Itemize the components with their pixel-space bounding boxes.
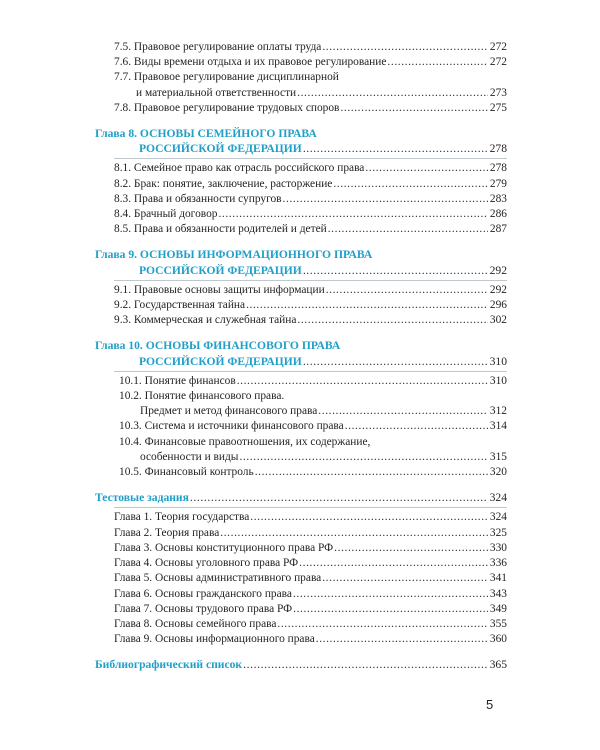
chapter-heading-continuation[interactable]: РОССИЙСКОЙ ФЕДЕРАЦИИ ..... 310 — [95, 354, 507, 369]
toc-entry[interactable]: Глава 5. Основы административного права ..... 341 — [95, 571, 507, 586]
toc-entry[interactable]: 8.3. Права и обязанности супругов ..... 283 — [95, 192, 507, 207]
divider — [114, 371, 507, 372]
toc-entry[interactable]: 8.2. Брак: понятие, заключение, расторжение ..... 279 — [95, 177, 507, 192]
toc-entry[interactable]: 10.5. Финансовый контроль ..... 320 — [95, 465, 507, 480]
chapter-heading-continuation[interactable]: РОССИЙСКОЙ ФЕДЕРАЦИИ ..... 278 — [95, 141, 507, 156]
toc-entry[interactable]: 8.4. Брачный договор ..... 286 — [95, 207, 507, 222]
toc-entry[interactable]: 7.6. Виды времени отдыха и их правовое регулирование ..... 272 — [95, 55, 507, 70]
page-number: 5 — [486, 697, 494, 712]
toc-entry[interactable]: 10.3. Система и источники финансового права ..... 314 — [95, 419, 507, 434]
toc-entry[interactable]: 8.5. Права и обязанности родителей и детей ..... 287 — [95, 222, 507, 237]
toc-entry[interactable]: 10.1. Понятие финансов ..... 310 — [95, 374, 507, 389]
toc-entry[interactable]: Глава 3. Основы конституционного права РФ ..... 330 — [95, 541, 507, 556]
toc-entry[interactable]: Глава 6. Основы гражданского права ..... 343 — [95, 587, 507, 602]
toc-entry[interactable]: 10.4. Финансовые правоотношения, их содержание, — [119, 435, 371, 448]
toc-entry[interactable]: 10.2. Понятие финансового права. — [119, 390, 285, 403]
toc-entry[interactable]: 9.3. Коммерческая и служебная тайна ..... 302 — [95, 313, 507, 328]
toc-entry[interactable]: 9.2. Государственная тайна ..... 296 — [95, 298, 507, 313]
divider — [114, 280, 507, 281]
toc-entry-continuation[interactable]: особенности и виды ..... 315 — [95, 450, 507, 465]
chapter-heading[interactable]: Глава 9. ОСНОВЫ ИНФОРМАЦИОННОГО ПРАВА — [95, 248, 373, 262]
toc-entry[interactable]: 8.1. Семейное право как отрасль российского права ..... 278 — [95, 161, 507, 176]
toc-entry-continuation[interactable]: и материальной ответственности ..... 273 — [95, 86, 507, 101]
toc-entry[interactable]: 7.8. Правовое регулирование трудовых споров ..... 275 — [95, 101, 507, 116]
toc-entry[interactable]: Глава 7. Основы трудового права РФ ..... 349 — [95, 602, 507, 617]
toc-entry[interactable]: Глава 4. Основы уголовного права РФ ..... 336 — [95, 556, 507, 571]
toc-entry[interactable]: 7.7. Правовое регулирование дисциплинарной — [114, 71, 339, 84]
toc-entry[interactable]: Глава 9. Основы информационного права ..... 360 — [95, 632, 507, 647]
toc-entry[interactable]: Глава 8. Основы семейного права ..... 355 — [95, 617, 507, 632]
toc-entry[interactable]: 7.5. Правовое регулирование оплаты труда ..... 272 — [95, 40, 507, 55]
toc-entry[interactable]: Глава 1. Теория государства ..... 324 — [95, 510, 507, 525]
bibliography-heading[interactable]: Библиографический список ..... 365 — [95, 657, 507, 672]
toc-entry[interactable]: 9.1. Правовые основы защиты информации ..... 292 — [95, 283, 507, 298]
chapter-heading[interactable]: Глава 8. ОСНОВЫ СЕМЕЙНОГО ПРАВА — [95, 127, 317, 141]
toc-entry-continuation[interactable]: Предмет и метод финансового права ..... 312 — [95, 404, 507, 419]
chapter-heading-continuation[interactable]: РОССИЙСКОЙ ФЕДЕРАЦИИ ..... 292 — [95, 263, 507, 278]
tests-heading[interactable]: Тестовые задания ..... 324 — [95, 490, 507, 505]
divider — [114, 507, 507, 508]
divider — [114, 158, 507, 159]
table-of-contents — [95, 40, 507, 673]
chapter-heading[interactable]: Глава 10. ОСНОВЫ ФИНАНСОВОГО ПРАВА — [95, 339, 341, 353]
toc-entry[interactable]: Глава 2. Теория права ..... 325 — [95, 526, 507, 541]
